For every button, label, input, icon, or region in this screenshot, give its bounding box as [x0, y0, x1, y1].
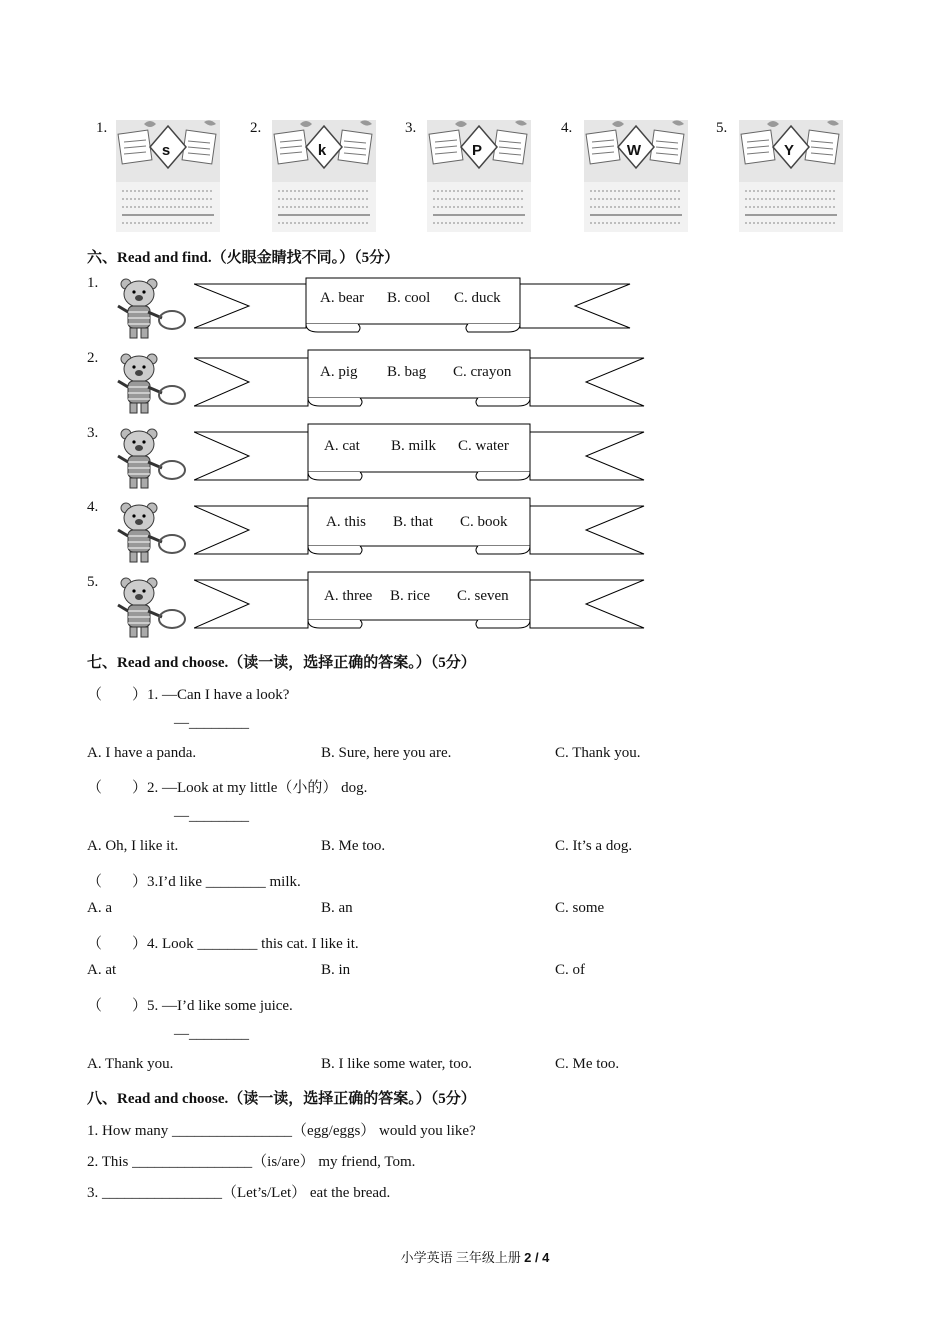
option-a: A. this — [326, 514, 367, 530]
option-a: A. three — [324, 588, 373, 604]
fill-line-2: 2. This ________________（is/are） my friend, Tom. — [87, 1154, 416, 1170]
option-c: C. duck — [454, 290, 501, 306]
option-b: B. Me too. — [321, 838, 386, 854]
card-letter: k — [317, 142, 327, 159]
question-3: （ ）3.I’d like ________ milk. — [87, 874, 301, 890]
fill-line-1: 1. How many ________________（egg/eggs） would you like? — [87, 1123, 476, 1139]
option-a: A. I have a panda. — [87, 745, 197, 761]
card-letter: W — [626, 142, 642, 159]
question-1: （ ）1. —Can I have a look? — [87, 687, 290, 703]
option-a: A. Thank you. — [87, 1056, 174, 1072]
card-number: 3. — [405, 120, 417, 136]
option-b: B. Sure, here you are. — [321, 745, 452, 761]
option-c: C. seven — [457, 588, 509, 604]
item-number: 1. — [87, 275, 99, 291]
option-c: C. water — [458, 438, 509, 454]
option-c: C. some — [555, 900, 605, 916]
answer-blank-1: —________ — [174, 715, 249, 731]
answer-blank-2: —________ — [174, 808, 249, 824]
item-number: 2. — [87, 350, 99, 366]
page-footer: 小学英语 三年级上册 2 / 4 — [400, 1250, 550, 1265]
page-number: 2 / 4 — [524, 1250, 550, 1265]
option-c: C. It’s a dog. — [555, 838, 633, 854]
option-c: C. crayon — [453, 364, 512, 380]
item-number: 4. — [87, 499, 99, 515]
option-b: B. an — [321, 900, 353, 916]
option-a: A. pig — [320, 364, 358, 380]
bear-icon — [110, 500, 188, 566]
option-b: B. I like some water, too. — [321, 1056, 473, 1072]
section-eight-title: 八、Read and choose.（读一读，选择正确的答案。）（5分） — [87, 1091, 476, 1107]
option-c: C. book — [460, 514, 508, 530]
option-a: A. at — [87, 962, 117, 978]
fill-line-3: 3. ________________（Let’s/Let） eat the bread. — [87, 1185, 391, 1201]
option-c: C. Me too. — [555, 1056, 620, 1072]
bear-icon — [110, 575, 188, 641]
option-a: A. cat — [324, 438, 360, 454]
letter-card — [116, 120, 222, 232]
option-b: B. cool — [387, 290, 431, 306]
question-4: （ ）4. Look ________ this cat. I like it. — [87, 936, 359, 952]
section-six-title: 六、Read and find.（火眼金睛找不同。）（5分） — [87, 250, 400, 266]
letter-card — [584, 120, 690, 232]
letter-card — [739, 120, 845, 232]
option-b: B. that — [393, 514, 433, 530]
card-letter: P — [471, 142, 482, 159]
card-number: 1. — [96, 120, 108, 136]
word-ribbon — [194, 570, 646, 634]
option-a: A. Oh, I like it. — [87, 838, 179, 854]
item-number: 3. — [87, 425, 99, 441]
question-2: （ ）2. —Look at my little（小的） dog. — [87, 780, 368, 796]
word-ribbon — [194, 274, 646, 338]
card-number: 4. — [561, 120, 573, 136]
option-c: C. of — [555, 962, 585, 978]
bear-icon — [110, 351, 188, 417]
card-number: 5. — [716, 120, 728, 136]
option-b: B. in — [321, 962, 351, 978]
option-a: A. a — [87, 900, 112, 916]
bear-icon — [110, 426, 188, 492]
option-a: A. bear — [320, 290, 365, 306]
word-ribbon — [194, 422, 646, 486]
bear-icon — [110, 276, 188, 342]
card-letter: s — [161, 142, 171, 159]
option-c: C. Thank you. — [555, 745, 641, 761]
answer-blank-5: —________ — [174, 1026, 249, 1042]
question-5: （ ）5. —I’d like some juice. — [87, 998, 293, 1014]
section-seven-title: 七、Read and choose.（读一读，选择正确的答案。）（5分） — [87, 655, 476, 671]
option-b: B. bag — [387, 364, 427, 380]
letter-card — [272, 120, 378, 232]
item-number: 5. — [87, 574, 99, 590]
word-ribbon — [194, 348, 646, 412]
option-b: B. rice — [390, 588, 430, 604]
card-number: 2. — [250, 120, 262, 136]
option-b: B. milk — [391, 438, 437, 454]
word-ribbon — [194, 496, 646, 560]
card-letter: Y — [783, 142, 794, 159]
letter-card — [427, 120, 533, 232]
